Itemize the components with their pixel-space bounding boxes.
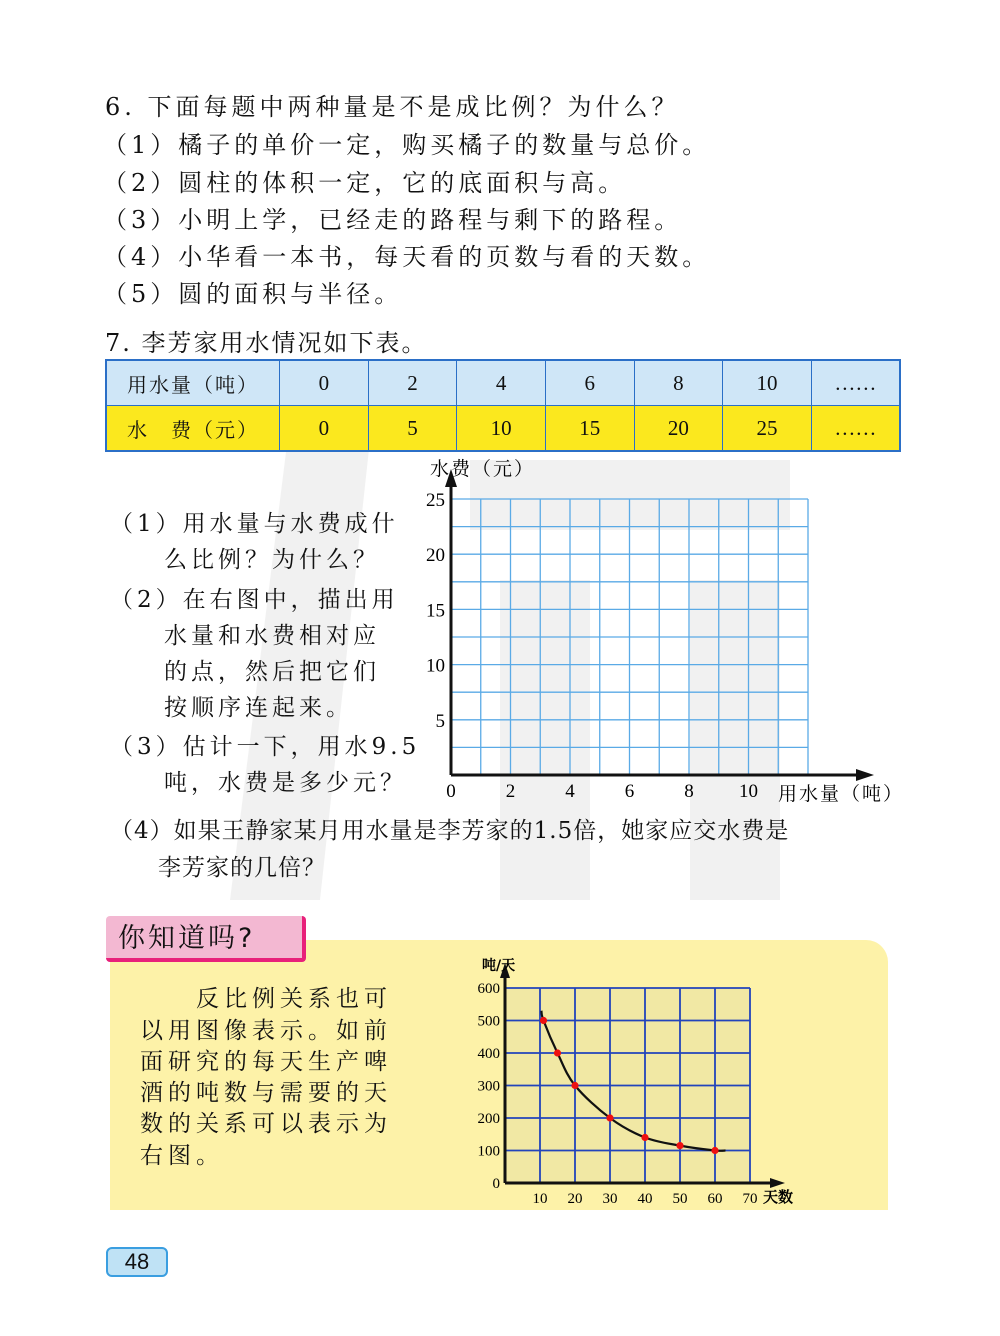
data-point [641,1134,648,1141]
y-tick-label: 500 [477,1013,500,1030]
subquestion-line: 按顺序连起来。 [110,695,353,721]
x-tick-label: 10 [739,781,758,802]
subquestion-line: 的点，然后把它们 [110,659,380,685]
data-point [554,1049,561,1056]
subquestion-line: 水量和水费相对应 [110,623,380,649]
y-tick-label: 100 [477,1143,500,1160]
x-tick-label: 50 [672,1191,688,1207]
x-tick-label: 2 [505,781,516,802]
question-7-4-line: 李芳家的几倍？ [110,855,326,881]
y-tick-label: 10 [426,655,445,677]
x-tick-label: 30 [602,1191,618,1207]
x-axis-arrow-icon [770,1178,785,1188]
table-cell: …… [811,360,900,406]
table-cell: 0 [280,406,369,452]
table-cell: 0 [280,360,369,406]
y-tick-label: 5 [435,710,445,732]
question-6-item: （4）小华看一本书，每天看的页数与看的天数。 [103,243,711,271]
y-tick-label: 20 [426,545,445,567]
data-point [540,1017,547,1024]
question-6-item: （1）橘子的单价一定，购买橘子的数量与总价。 [103,131,711,159]
y-tick-label: 400 [477,1046,500,1062]
table-cell: 5 [368,406,457,452]
question-6-title: 6. 下面每题中两种量是不是成比例？为什么？ [105,93,680,121]
x-tick-label: 60 [707,1191,723,1207]
x-tick-label: 20 [567,1191,583,1207]
subquestion-line: （3）估计一下，用水9.5 [110,734,421,760]
x-axis-arrow-icon [856,769,874,781]
table-header-cell: 水 费（元） [106,406,280,452]
x-tick-label: 4 [565,781,575,802]
table-cell: 10 [723,360,812,406]
table-cell: 6 [545,360,634,406]
text-line: 数的关系可以表示为 [140,1111,392,1137]
data-point [571,1082,578,1089]
table-cell: 4 [457,360,546,406]
table-cell: 8 [634,360,723,406]
x-axis-label: 用水量（吨） [778,783,905,805]
question-6-item: （3）小明上学，已经走的路程与剩下的路程。 [103,206,683,234]
x-tick-label: 8 [684,781,694,802]
table-row-water-fee [106,406,900,452]
text-line: 右图。 [140,1143,224,1169]
data-point [676,1142,683,1149]
y-tick-label: 300 [477,1078,500,1095]
table-header-cell: 用水量（吨） [106,360,280,406]
x-tick-label: 10 [532,1191,548,1207]
data-point [711,1147,718,1154]
question-7-title: 7. 李芳家用水情况如下表。 [105,329,428,357]
table-cell: 2 [368,360,457,406]
x-tick-label: 70 [742,1191,758,1207]
water-fee-chart [410,450,920,810]
text-line: 酒的吨数与需要的天 [140,1080,392,1106]
x-tick-label: 40 [637,1191,653,1207]
question-6-item: （5）圆的面积与半径。 [103,280,403,308]
text-line: 反比例关系也可 [140,986,392,1012]
text-line: 以用图像表示。如前 [140,1018,392,1044]
subquestion-line: （1）用水量与水费成什 [110,511,399,537]
inverse-proportion-chart [460,950,820,1210]
y-tick-label: 0 [492,1176,500,1192]
y-tick-label: 200 [477,1111,500,1127]
question-6-item: （2）圆柱的体积一定，它的底面积与高。 [103,169,627,197]
table-cell: …… [811,406,900,452]
table-cell: 25 [723,406,812,452]
subquestion-line: 么比例？为什么？ [110,547,380,573]
subquestion-line: （2）在右图中，描出用 [110,587,399,613]
table-cell: 20 [634,406,723,452]
x-axis-label: 天数 [763,1188,794,1206]
question-7-4-line: （4）如果王静家某月用水量是李芳家的1.5倍，她家应交水费是 [110,818,790,844]
y-axis-label: 水费（元） [430,458,536,480]
table-cell: 10 [457,406,546,452]
y-axis-label: 吨/天 [482,958,516,974]
x-tick-label: 0 [446,781,456,802]
text-line: 面研究的每天生产啤 [140,1049,392,1075]
x-tick-label: 6 [624,781,635,802]
table-cell: 15 [545,406,634,452]
table-row-water-amount [106,360,900,406]
y-tick-label: 600 [477,981,500,997]
water-usage-table [105,359,901,452]
page-number: 48 [106,1247,168,1277]
did-you-know-tag: 你知道吗? [106,916,306,962]
y-tick-label: 25 [426,490,445,511]
data-point [606,1114,613,1121]
y-tick-label: 15 [426,600,445,622]
subquestion-line: 吨，水费是多少元？ [110,770,407,796]
